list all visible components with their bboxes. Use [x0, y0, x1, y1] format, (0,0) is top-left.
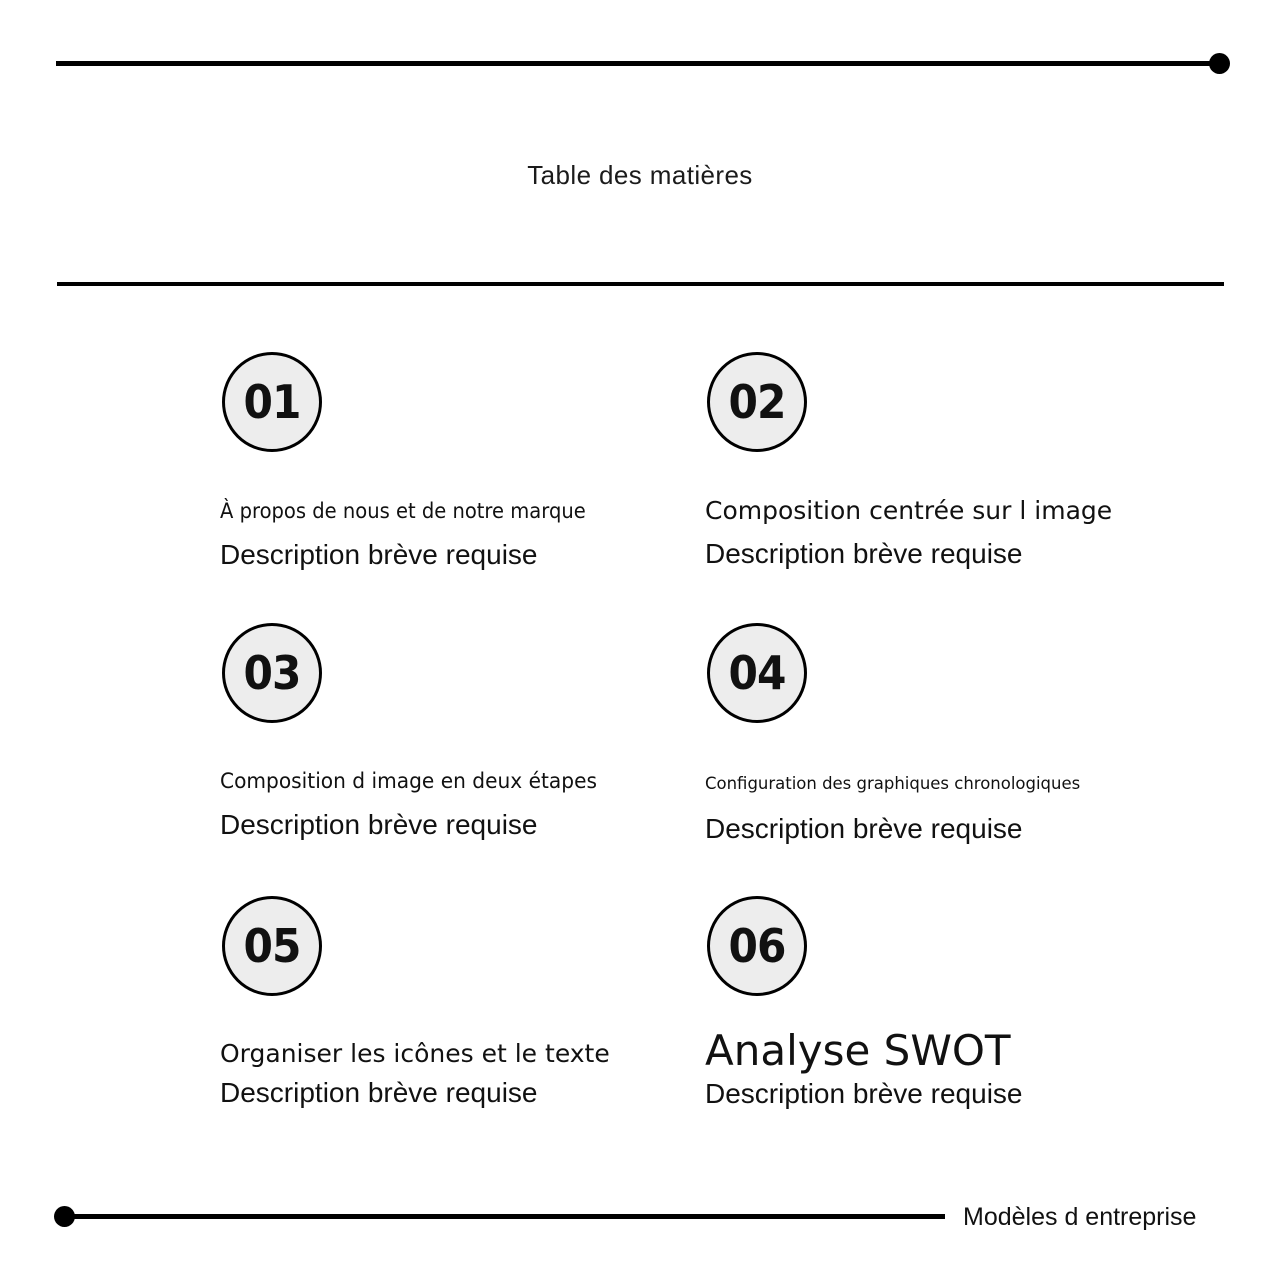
toc-entry-01[interactable] [220, 352, 690, 571]
toc-entry-03[interactable] [220, 623, 690, 841]
footer-rule [64, 1214, 945, 1219]
number-badge-05 [222, 896, 322, 996]
toc-entry-06[interactable] [705, 896, 1175, 1110]
toc-entry-title: Composition centrée sur l image [705, 496, 1113, 525]
toc-entry-title: Organiser les icônes et le texte [220, 1039, 610, 1068]
toc-entry-description: Description brève requise [705, 812, 1023, 844]
number-badge-label: 04 [728, 646, 786, 700]
number-badge-04 [707, 623, 807, 723]
toc-entry-05[interactable] [220, 896, 690, 1109]
toc-entry-description: Description brève requise [705, 537, 1023, 569]
toc-entry-description: Description brève requise [220, 539, 538, 571]
number-badge-label: 05 [243, 919, 301, 973]
number-badge-06 [707, 896, 807, 996]
page-title: Table des matières [527, 160, 753, 190]
number-badge-label: 01 [243, 375, 301, 429]
number-badge-label: 03 [243, 646, 301, 700]
toc-entry-description: Description brève requise [220, 809, 538, 841]
toc-entry-description: Description brève requise [705, 1078, 1023, 1110]
toc-entry-04[interactable] [705, 623, 1175, 845]
number-badge-03 [222, 623, 322, 723]
toc-entry-description: Description brève requise [220, 1076, 538, 1108]
toc-entry-title: Configuration des graphiques chronologiques [705, 774, 1081, 794]
number-badge-label: 02 [728, 375, 786, 429]
number-badge-label: 06 [728, 919, 786, 973]
footer-label: Modèles d entreprise [963, 1203, 1197, 1231]
number-badge-02 [707, 352, 807, 452]
toc-entry-02[interactable] [705, 352, 1175, 570]
toc-entry-title: Analyse SWOT [705, 1026, 1011, 1075]
toc-entry-title: Composition d image en deux étapes [220, 769, 597, 793]
toc-entry-title: À propos de nous et de notre marque [220, 499, 586, 523]
number-badge-01 [222, 352, 322, 452]
